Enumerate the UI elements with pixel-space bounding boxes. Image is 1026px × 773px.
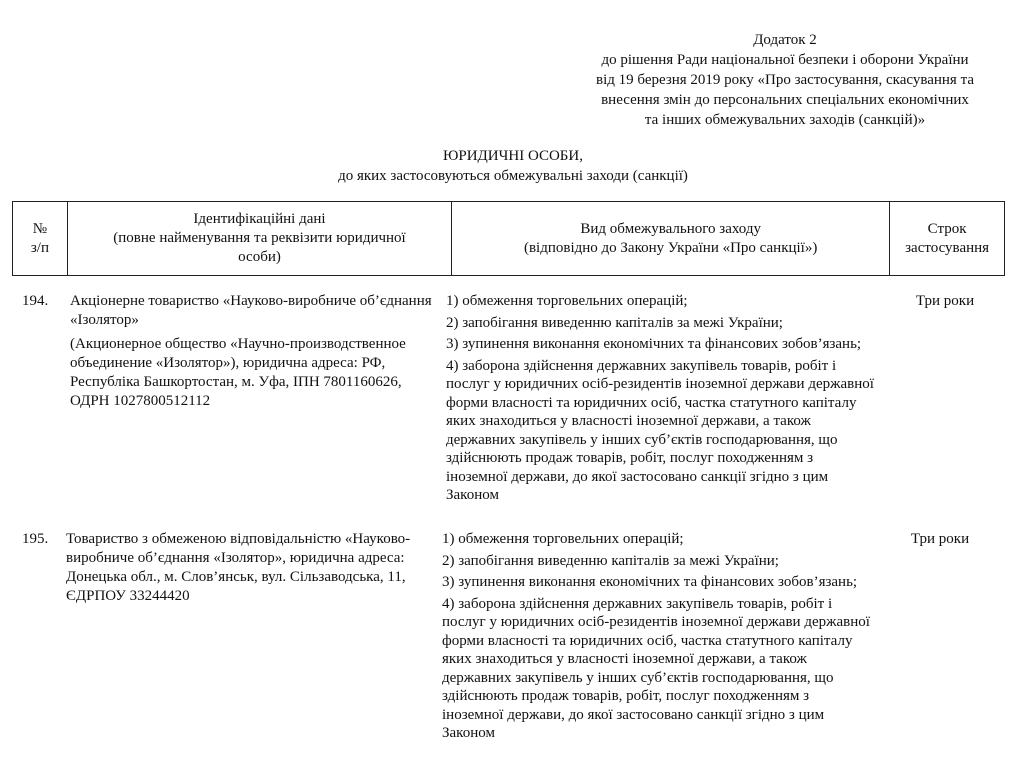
- row-identification: [70, 292, 440, 416]
- document-title: ЮРИДИЧНІ ОСОБИ,: [442, 148, 584, 164]
- document-heading: [0, 146, 1026, 186]
- measure-item: 4) заборона здійснення державних закупівель товарів, робіт і послуг у юридичних осіб-резидентів іноземної держави державної форми власності та юридичних осіб, частка статутного капіталу яких знаходиться у власності іноземної держави, а також державних закупівель у інших суб’єктів господарювання, що здійснюють продаж товарів, робіт, послуг походженням з іноземної держави, до якої застосовано санкції згідно з цим Законом: [446, 357, 874, 503]
- header-text: (повне найменування та реквізити юридичної: [113, 230, 406, 246]
- header-text: Строк: [927, 220, 967, 237]
- header-cell-number: [13, 202, 68, 275]
- measure-item: 2) запобігання виведенню капіталів за межі України;: [442, 552, 779, 569]
- header-text: №: [32, 220, 48, 237]
- entity-details: (Акционерное общество «Научно-производственное объединение «Изолятор»), юридична адреса: РФ, Республіка Башкортостан, м. Уфа, ІПН 7801160626, ОДРН 1027800512112: [70, 336, 406, 409]
- measure-item: 2) запобігання виведенню капіталів за межі України;: [446, 314, 783, 331]
- measure-item: 1) обмеження торговельних операцій;: [442, 531, 684, 547]
- row-term: Три роки: [910, 531, 970, 547]
- measure-item: 3) зупинення виконання економічних та фінансових зобов’язань;: [446, 336, 862, 352]
- header-text: застосування: [905, 239, 990, 256]
- row-measures: [442, 530, 872, 746]
- measure-item: 3) зупинення виконання економічних та фінансових зобов’язань;: [442, 574, 858, 590]
- header-cell-identification: [68, 202, 452, 275]
- header-cell-term: [890, 202, 1004, 275]
- row-identification: [66, 530, 436, 611]
- annex-line: та інших обмежувальних заходів (санкцій)»: [644, 112, 926, 128]
- header-text: з/п: [30, 239, 49, 256]
- row-number: 195.: [22, 531, 49, 547]
- annex-line: Додаток 2: [753, 32, 817, 48]
- entity-details: Товариство з обмеженою відповідальністю «Науково-виробниче об’єднання «Ізолятор», юридична адреса: Донецька обл., м. Слов’янськ, вул. Сільзаводська, 11, ЄДРПОУ 33244420: [66, 531, 411, 604]
- entity-name: Акціонерне товариство «Науково-виробниче об’єднання «Ізолятор»: [70, 293, 432, 328]
- document-subtitle: до яких застосовуються обмежувальні заходи (санкції): [338, 168, 688, 184]
- header-text: (відповідно до Закону України «Про санкції»): [523, 239, 818, 256]
- row-term: Три роки: [915, 293, 975, 309]
- header-text: Вид обмежувального заходу: [580, 220, 761, 237]
- header-text: особи): [238, 249, 281, 265]
- annex-line: від 19 березня 2019 року «Про застосування, скасування та: [596, 72, 974, 88]
- header-cell-measure: [452, 202, 890, 275]
- table-header: [12, 201, 1005, 276]
- measure-item: 1) обмеження торговельних операцій;: [446, 293, 688, 309]
- annex-line: до рішення Ради національної безпеки і оборони України: [601, 52, 969, 68]
- annex-reference: [560, 30, 1010, 130]
- row-measures: [446, 292, 876, 508]
- measure-item: 4) заборона здійснення державних закупівель товарів, робіт і послуг у юридичних осіб-резидентів іноземної держави державної форми власності та юридичних осіб, частка статутного капіталу яких знаходиться у власності іноземної держави, а також державних закупівель у інших суб’єктів господарювання, що здійснюють продаж товарів, робіт, послуг походженням з іноземної держави, до якої застосовано санкції згідно з цим Законом: [442, 595, 870, 741]
- header-text: Ідентифікаційні дані: [193, 211, 326, 227]
- annex-line: внесення змін до персональних спеціальних економічних: [601, 92, 969, 108]
- row-number: 194.: [22, 293, 49, 309]
